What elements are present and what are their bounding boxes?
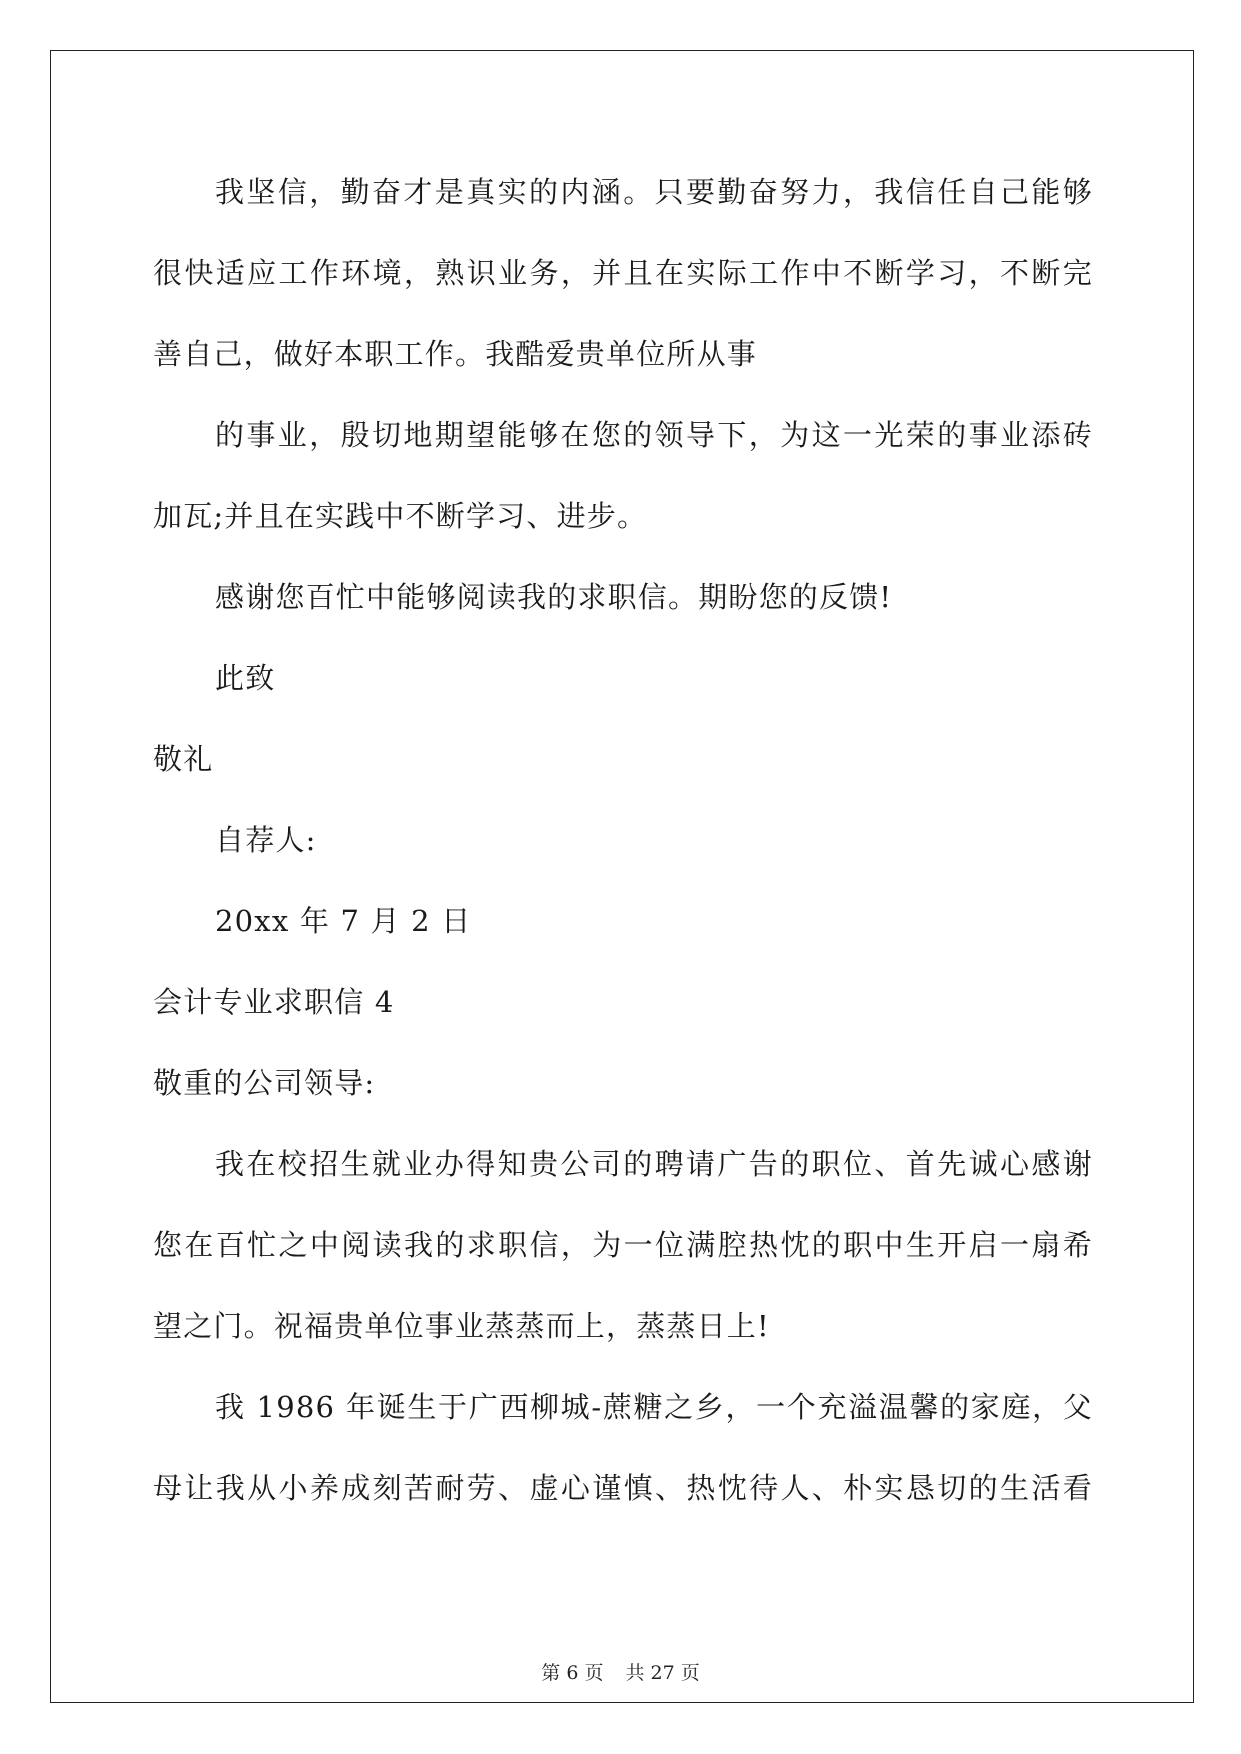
- letter-greeting: 敬重的公司领导:: [153, 1066, 376, 1100]
- paragraph-line: 我在校招生就业办得知贵公司的聘请广告的职位、首先诚心感谢: [215, 1147, 1093, 1181]
- signature-label: 自荐人:: [215, 823, 317, 857]
- paragraph-line: 我 1986 年诞生于广西柳城-蔗糖之乡，一个充溢温馨的家庭，父: [215, 1390, 1093, 1424]
- paragraph-line: 很快适应工作环境，熟识业务，并且在实际工作中不断学习，不断完: [153, 256, 1093, 290]
- letter-date: 20xx 年 7 月 2 日: [215, 904, 472, 938]
- page-total: 共 27 页: [625, 1662, 700, 1684]
- paragraph-line: 望之门。祝福贵单位事业蒸蒸而上，蒸蒸日上!: [153, 1309, 770, 1343]
- closing-respect: 敬礼: [153, 742, 214, 776]
- paragraph-line: 您在百忙之中阅读我的求职信，为一位满腔热忱的职中生开启一扇希: [153, 1228, 1093, 1262]
- section-title: 会计专业求职信 4: [153, 985, 395, 1019]
- closing-salutation: 此致: [215, 661, 276, 695]
- paragraph-line: 加瓦;并且在实践中不断学习、进步。: [153, 499, 648, 533]
- paragraph-line: 善自己，做好本职工作。我酷爱贵单位所从事: [153, 337, 758, 371]
- page-number: 第 6 页: [541, 1662, 604, 1684]
- page-footer: [0, 1658, 1241, 1685]
- paragraph-line: 母让我从小养成刻苦耐劳、虚心谨慎、热忱待人、朴实恳切的生活看: [153, 1471, 1093, 1505]
- paragraph-line: 我坚信，勤奋才是真实的内涵。只要勤奋努力，我信任自己能够: [215, 175, 1093, 209]
- paragraph-line: 的事业，殷切地期望能够在您的领导下，为这一光荣的事业添砖: [215, 418, 1093, 452]
- paragraph-line: 感谢您百忙中能够阅读我的求职信。期盼您的反馈!: [215, 580, 893, 614]
- document-body: [153, 152, 1093, 1529]
